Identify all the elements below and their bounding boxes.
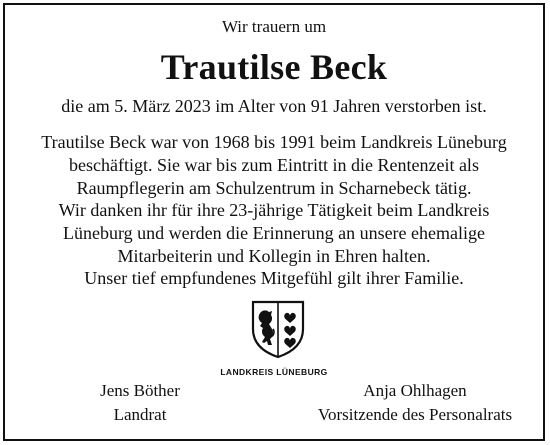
paragraph-line: Lüneburg und werden die Erinnerung an unsere ehemalige <box>62 223 485 243</box>
signer-role: Vorsitzende des Personalrats <box>317 405 513 424</box>
hearts-icon <box>284 313 296 348</box>
signer-name: Jens Böther <box>100 381 180 400</box>
paragraph-line: Trautilse Beck war von 1968 bis 1991 beim Landkreis Lüneburg <box>41 132 507 152</box>
condolence-line: Unser tief empfundenes Mitgefühl gilt ihrer Familie. <box>84 268 464 288</box>
paragraph-line: beschäftigt. Sie war bis zum Eintritt in die Rentenzeit als <box>69 155 479 175</box>
paragraph-line: Wir danken ihr für ihre 23-jährige Tätigkeit beim Landkreis <box>58 200 490 220</box>
employment-paragraph <box>5 131 543 200</box>
logo-caption: LANDKREIS LÜNEBURG <box>220 367 328 377</box>
paragraph-line: Mitarbeiterin und Kollegin in Ehren halten. <box>117 246 431 266</box>
coat-of-arms-icon <box>250 299 306 359</box>
death-date-line: die am 5. März 2023 im Alter von 91 Jahren verstorben ist. <box>61 96 487 116</box>
signer-role: Landrat <box>113 405 167 424</box>
thanks-paragraph <box>5 199 543 268</box>
signer-name: Anja Ohlhagen <box>363 381 467 400</box>
paragraph-line: Raumpflegerin am Schulzentrum in Scharnebeck tätig. <box>76 178 472 198</box>
obituary-notice <box>3 3 545 441</box>
intro-text: Wir trauern um <box>221 17 327 36</box>
deceased-name: Trautilse Beck <box>160 47 388 87</box>
